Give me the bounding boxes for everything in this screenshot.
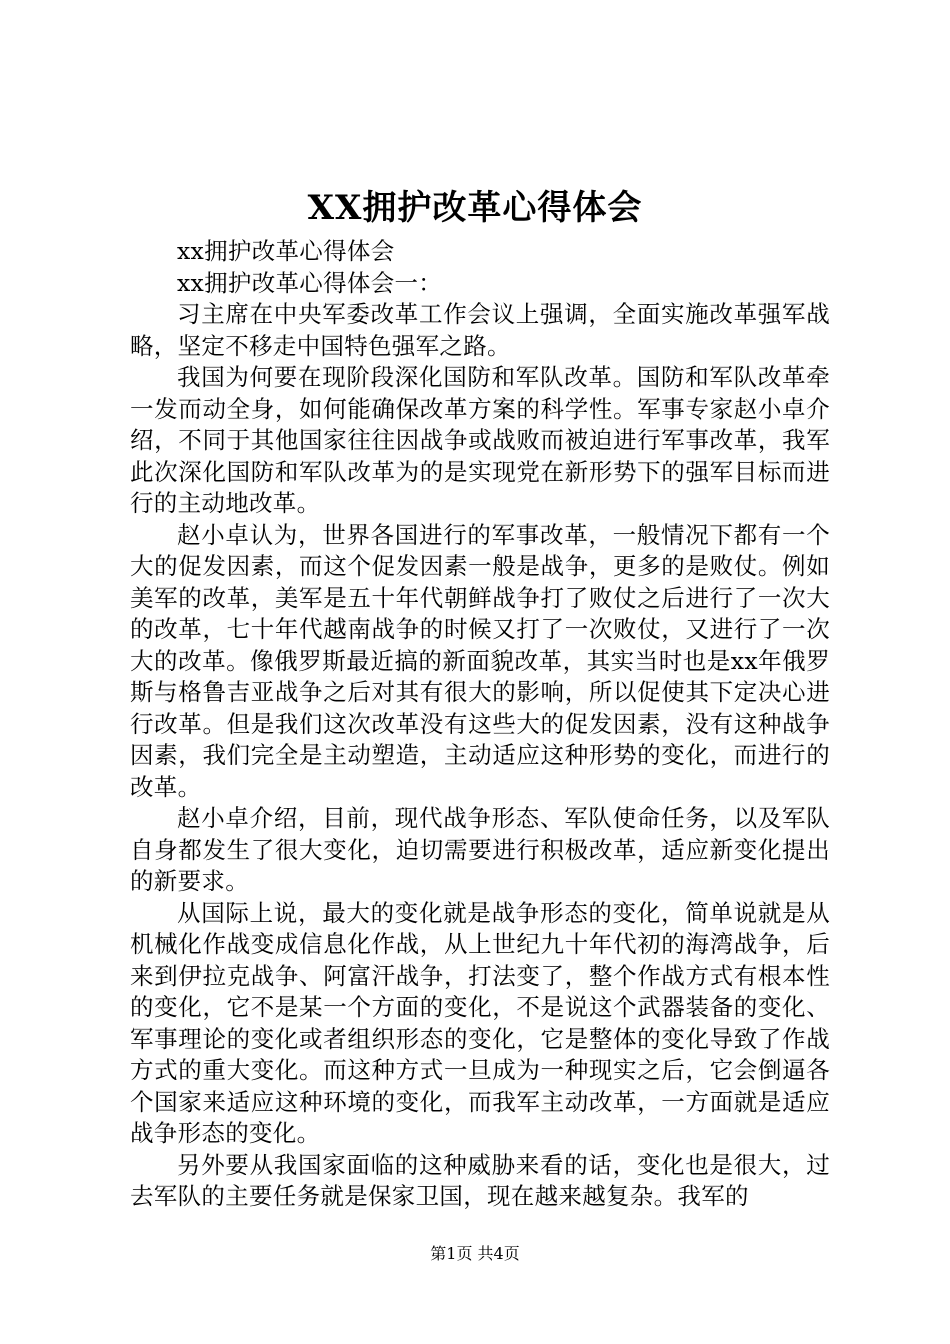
paragraph: 习主席在中央军委改革工作会议上强调，全面实施改革强军战略，坚定不移走中国特色强军之路。 xyxy=(130,300,830,360)
document-body xyxy=(130,236,830,1213)
paragraph: 另外要从我国家面临的这种威胁来看的话，变化也是很大，过去军队的主要任务就是保家卫国，现在越来越复杂。我军的 xyxy=(130,1150,830,1210)
paragraph: 我国为何要在现阶段深化国防和军队改革。国防和军队改革牵一发而动全身，如何能确保改革方案的科学性。军事专家赵小卓介绍，不同于其他国家往往因战争或战败而被迫进行军事改革，我军此次深化国防和军队改革为的是实现党在新形势下的强军目标而进行的主动地改革。 xyxy=(130,363,830,517)
paragraph: 从国际上说，最大的变化就是战争形态的变化，简单说就是从机械化作战变成信息化作战，从上世纪九十年代初的海湾战争，后来到伊拉克战争、阿富汗战争，打法变了，整个作战方式有根本性的变化，它不是某一个方面的变化，不是说这个武器装备的变化、军事理论的变化或者组织形态的变化，它是整体的变化导致了作战方式的重大变化。而这种方式一旦成为一种现实之后，它会倒逼各个国家来适应这种环境的变化，而我军主动改革，一方面就是适应战争形态的变化。 xyxy=(130,898,830,1147)
paragraph: 赵小卓介绍，目前，现代战争形态、军队使命任务，以及军队自身都发生了很大变化，迫切需要进行积极改革，适应新变化提出的新要求。 xyxy=(130,804,830,895)
paragraph-subtitle: xx拥护改革心得体会 xyxy=(177,237,395,265)
paragraph: 赵小卓认为，世界各国进行的军事改革，一般情况下都有一个大的促发因素，而这个促发因素一般是战争，更多的是败仗。例如美军的改革，美军是五十年代朝鲜战争打了败仗之后进行了一次大的改革，七十年代越南战争的时候又打了一次败仗，又进行了一次大的改革。像俄罗斯最近搞的新面貌改革，其实当时也是xx年俄罗斯与格鲁吉亚战争之后对其有很大的影响，所以促使其下定决心进行改革。但是我们这次改革没有这些大的促发因素，没有这种战争因素，我们完全是主动塑造，主动适应这种形势的变化，而进行的改革。 xyxy=(130,520,830,801)
document-title: XX拥护改革心得体会 xyxy=(307,188,643,228)
page-number-footer: 第1页 共4页 xyxy=(430,1244,520,1263)
paragraph-section-heading: xx拥护改革心得体会一： xyxy=(177,268,443,297)
